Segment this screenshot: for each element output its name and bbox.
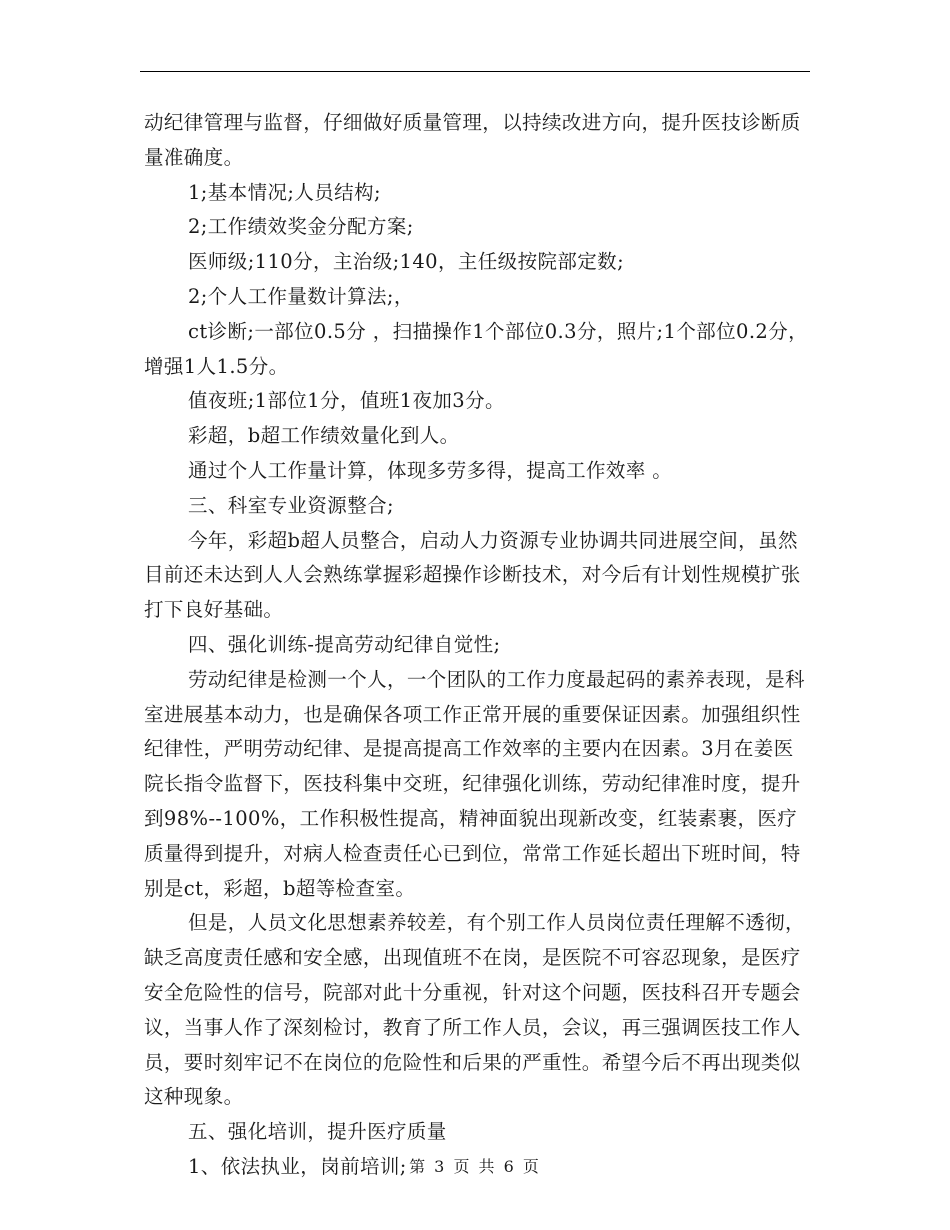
header-rule: [140, 71, 810, 72]
paragraph: 五、强化培训，提升医疗质量: [188, 1120, 447, 1144]
paragraph: 2;工作绩效奖金分配方案;: [188, 215, 414, 239]
paragraph: 劳动纪律是检测一个人，一个团队的工作力度最起码的素养表现，是科室进展基本动力，也是确保各项工作正常开展的重要保证因素。加强组织性纪律性，严明劳动纪律、是提高提高工作效率的主要内在因素。3月在姜医院长指令监督下，医技科集中交班，纪律强化训练，劳动纪律准时度，提升到98%--100%，工作积极性提高，精神面貌出现新改变，红装素裹，医疗质量得到提升，对病人检查责任心已到位，常常工作延长超出下班时间，特别是ct，彩超，b超等检查室。: [144, 667, 805, 900]
paragraph: 医师级;110分，主治级;140，主任级按院部定数;: [188, 250, 625, 274]
document-body: [144, 106, 812, 1185]
paragraph: 通过个人工作量计算，体现多劳多得，提高工作效率 。: [188, 458, 673, 482]
page-footer: 第 3 页 共 6 页: [409, 1157, 541, 1176]
paragraph: 四、强化训练-提高劳动纪律自觉性;: [188, 632, 501, 656]
paragraph: 但是，人员文化思想素养较差，有个别工作人员岗位责任理解不透彻，缺乏高度责任感和安全感，出现值班不在岗，是医院不可容忍现象，是医疗安全危险性的信号，院部对此十分重视，针对这个问题，医技科召开专题会议，当事人作了深刻检讨，教育了所工作人员，会议，再三强调医技工作人员，要时刻牢记不在岗位的危险性和后果的严重性。希望今后不再出现类似这种现象。: [144, 911, 805, 1109]
paragraph: ct诊断;一部位0.5分 ，扫描操作1个部位0.3分，照片;1个部位0.2分，增强1人1.5分。: [144, 319, 809, 378]
paragraph: 今年，彩超b超人员整合，启动人力资源专业协调共同进展空间，虽然目前还未达到人人会熟练掌握彩超操作诊断技术，对今后有计划性规模扩张打下良好基础。: [144, 528, 801, 622]
paragraph: 1;基本情况;人员结构;: [188, 180, 381, 204]
paragraph: 三、科室专业资源整合;: [188, 493, 394, 517]
paragraph: 值夜班;1部位1分，值班1夜加3分。: [188, 389, 505, 413]
paragraph: 动纪律管理与监督，仔细做好质量管理，以持续改进方向，提升医技诊断质量准确度。: [144, 111, 801, 169]
paragraph: 1、依法执业，岗前培训;: [188, 1154, 407, 1178]
paragraph: 2;个人工作量数计算法;，: [188, 284, 414, 308]
paragraph: 彩超，b超工作绩效量化到人。: [188, 424, 460, 448]
